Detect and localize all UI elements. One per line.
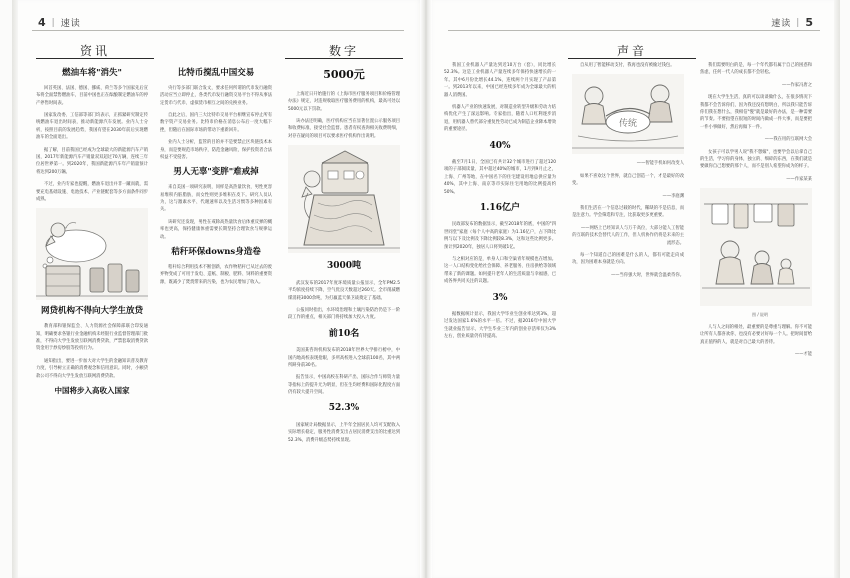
right-column-3-quotes (700, 62, 812, 562)
body-paragraph: 武汉发布的2017年度环境质量公报显示，全年PM2.5平均浓度持续下降，空气优良天数超过260天。全市削减燃煤消耗3000余吨，为打赢蓝天保卫战奠定了基础。 (288, 280, 400, 301)
quote-attribution: ——李庭渊 (662, 193, 684, 199)
left-page-number: 4 (38, 16, 47, 29)
quote-text: 如果不喜欢这个世界，就自己创造一个，才是最好的改变。 (572, 173, 684, 187)
article-title-fuel-cars: 燃油车将"消失" (62, 68, 122, 78)
body-paragraph: 该办法还明确，医疗机构应当在显著位置公示服务项目和收费标准，接受社会监督。患者有权查询相关收费明细，对存在疑问的项目可以要求医疗机构作出说明。 (288, 119, 400, 139)
body-paragraph: 据了解，目前我国已经成为全球最大的新能源汽车产销国，2017年新能源汽车产销量双双超过70万辆，连续三年位居世界第一。到2020年，我国新能源汽车年产销量预计将达到200万辆。 (36, 147, 148, 175)
quote-attribution: ——智能手机如何改变人 (636, 161, 684, 167)
article-title-high-income: 中国将步入高收入国家 (54, 385, 130, 395)
page-gutter (420, 0, 432, 578)
article-title-bitcoin: 比特币搅乱中国交易 (177, 68, 255, 78)
right-page-number: 5 (805, 16, 814, 29)
illustration-tradition-handshake (572, 74, 684, 154)
body-paragraph: 截至7月1日，全国已有共计32个城市进行了超过120项的子部阅读量，其中超过40%的城市，1月到9月止之，上海、广州等地，在中国名下的住宅建设用地总供应量为40%，其中上海、南京等市实际住宅用地的比例提高约50%。 (444, 159, 556, 195)
quote-attribution: ——作家冯唐之 (781, 82, 812, 88)
stat-value-3000ton: 3000吨 (326, 261, 362, 272)
quote-text: 人与人之间的相处，最重要的是尊重与理解。你不可能让所有人都喜欢你，也没有必要讨好每一个人。把时间留给真正值得的人，就是对自己最大的善待。 (700, 324, 812, 345)
section-title-shengyin: 声音 (616, 44, 647, 58)
quote-attribution: ——才能 (794, 352, 812, 358)
illustration-money-tree (288, 145, 400, 253)
left-column-2 (160, 62, 272, 562)
stat-value-5000yuan: 5000元 (323, 68, 365, 81)
right-column-2-quotes (572, 62, 684, 562)
body-paragraph: 该研究还发现，男性在戒除高热量饮食后体重反弹的概率也更高，保持健康体重需要长期坚持合理饮食与规律运动。 (160, 219, 272, 240)
body-paragraph: 与之相对应的是，单身人口和空巢青年规模也在增加。这一人口结构变化给社会保障、养老服务、住房供给等领域带来了新的课题。如何提升老年人的生活质量与幸福感，已成各界共同关注的议题。 (444, 256, 556, 285)
stat-value-523pct: 52.3% (328, 403, 360, 414)
quote-text: 现在大学生生活，真的可以谈谈做什么，在很多情况下我都不会告诉你们，因为我还没有想明白，所以我只能告诉你们我在想什么，我相信"慢"就是最好的办法，是一种需要的节奏。不要指望在很短的时间内做成一件大事，而是要把一件小事做好，然后再做下一件。 (700, 95, 812, 130)
body-paragraph: 业内人士分析，监管的目的并不是要禁止区块链技术本身，而是要规范市场秩序，防范金融风险，保护投资者合法权益不受侵害。 (160, 140, 272, 161)
quote-text: 我们需要明白的是，每一个年代都有属于自己的困惑和焦虑，任何一代人的成长都不会轻松。 (700, 63, 812, 76)
quote-attribution: ——我在用的互联网大会 (764, 137, 812, 143)
illustration-caption: 图 / 说明 (752, 312, 768, 318)
folio-separator-left: | (51, 17, 56, 28)
folio-separator-right: | (796, 17, 801, 28)
stat-value-116yi: 1.16亿户 (480, 202, 520, 213)
body-paragraph: 报告显示，中国高校在科研产出、国际合作与师资力量等指标上的提升尤为明显，但在生均经费和国际化程度方面仍有较大提升空间。 (288, 375, 400, 396)
right-folio (771, 16, 814, 29)
body-paragraph: 国家统计局数据显示，上半年全国居民人均可支配收入实际增长稳定，服务性消费支出占居民消费支出的比重达到52.3%，消费升级态势持续显现。 (288, 422, 400, 443)
right-header-rule (448, 30, 820, 31)
left-folio (38, 16, 81, 29)
body-paragraph: 回首英国、法国、德国、挪威、荷兰等多个国家先后宣布将全面禁售燃油车，目前中国也正在酝酿制定燃油车的停产停售时间表。 (36, 85, 148, 106)
body-paragraph: 央行等多部门联合发文，要求任何所谓的代币发行融资活动应当立即停止，各类代币发行融资交易平台不得从事法定货币与代币、虚拟货币相互之间的兑换业务。 (160, 85, 272, 106)
body-paragraph: 机器人产业的快速发展，对制造业转型升级和劳动力结构优化产生了深远影响。专家指出，随着人口红利逐步消退，用机器人替代部分重复性劳动已成为制造企业降本增效的重要途径。 (444, 104, 556, 133)
body-paragraph: 国家发改委、工信部等部门均表示，正抓紧研究制定传统燃油车退出时间表，推动新能源汽车发展。业内人士分析，按照目前的发展趋势，我国有望在2030年前后实现燃油车的全面退出。 (36, 113, 148, 141)
body-paragraph: 民政部发布的数据显示，截至2018年的底，中国的"四世同堂"家庭（每个人中高的家庭）为1.16亿户，占下降比例与以下及比例及下降比例较8.3%，这和这些比例更多。预计到2020年，独居人口将突破1亿。 (444, 222, 556, 250)
svg-text:传统: 传统 (618, 119, 638, 130)
left-column-1 (36, 62, 148, 562)
body-paragraph: 美国某咨询机构发布的2018年世界大学排行榜中，中国内地高校表现抢眼，多所高校进入全球前100名，其中两所跻身前30名。 (288, 348, 400, 368)
section-underline-zixun (36, 58, 154, 59)
quote-attribution: ——网络上已经知识人与万千高位，大部分能人工智能的互联的技术会替代人的工作，但人机协作仍将是未来的主流形态。 (572, 225, 684, 246)
section-title-zixun: 资讯 (79, 44, 110, 58)
stat-value-top10: 前10名 (328, 328, 360, 339)
right-column-1 (444, 62, 556, 562)
left-page-label: 速读 (60, 19, 81, 29)
body-paragraph: 自此之后，国内三大比特币交易平台相继宣布停止所有数字资产交易业务。比特币价格在消息公布后一度大幅下挫，但随后在国际市场的带动下重新回升。 (160, 113, 272, 133)
body-paragraph: 秸秆综合利用技术不断创新，农作物秸秆已从过去的废弃物变成了可用于发电、造纸、制板、肥料、饲料的重要资源，既减少了焚烧带来的污染，也为农民增加了收入。 (160, 264, 272, 285)
right-page-label: 速读 (771, 19, 792, 29)
left-header-rule (32, 30, 404, 31)
body-paragraph: 据数据统计显示，我国大学毕业生创业率达到3%，超过发达国家1.6%的水平一倍。不过，据2016年中国大学生就业报告显示，大学生毕业三年内的创业存活率仅为3%左右，创业质量仍有待提高。 (444, 312, 556, 340)
body-paragraph: 来自美国一项研究表明，同样是高热量饮食，男性更容易堆积内脏脂肪，而女性则更多堆积在皮下。研究人员认为，这与激素水平、代谢速率以及生活习惯等多种因素有关。 (160, 185, 272, 213)
illustration-oil-barrel (36, 208, 148, 300)
section-title-shuzi: 数字 (328, 44, 359, 58)
body-paragraph: 不过，业内专家也提醒，燃油车退出并非一蹴而就，需要充电基础设施、电池技术、产业链配套等多方面条件同步成熟。 (36, 182, 148, 202)
quote-attribution: ——当你强大时，世界就会温柔待你。 (610, 272, 684, 278)
quote-text: 我们生活在一个信息过载的时代，稀缺的不是信息，而是注意力。学会筛选和专注，比获取更多更重要。 (572, 205, 684, 219)
section-underline-shuzi (285, 58, 403, 59)
body-paragraph: 教育部和银保监会、人力资源社会保障部联合印发通知，明确要求各银行业金融机构未经银行业监督管理部门批准，不得向大学生发放互联网消费贷款，严禁套取消费贷款资金用于炒房炒股等投机行为。 (36, 324, 148, 352)
stat-value-3pct: 3% (492, 292, 508, 303)
body-paragraph: 公报同时指出，水环境治理和土壤污染防治仍是下一阶段工作的重点，相关部门将持续加大投入力度。 (288, 307, 400, 321)
illustration-clothesline-family (700, 188, 812, 306)
quote-attribution: ——作家某某 (786, 176, 812, 182)
article-title-straw-recycling: 秸秆环保downs身造卷 (171, 247, 261, 258)
body-paragraph: 上海近日开始施行的《上海市医疗服务项目和价格管理办法》规定，对违规收取医疗服务费用的机构，最高可处以5000元以下罚款。 (288, 91, 400, 112)
body-paragraph: 通知指出，要进一步加大对大学生的金融知识普及教育力度，引导树立正确的消费观念和信用意识。同时，小额贷款公司不得向大学生发放互联网消费贷款。 (36, 358, 148, 379)
stat-value-40pct: 40% (489, 140, 511, 151)
quote-text: 自从用了智能移动支付，我再也没有被偷过钱包。 (580, 63, 675, 68)
section-underline-shengyin (568, 58, 696, 59)
article-title-student-loans: 网贷机构不得向大学生放贷 (40, 306, 143, 317)
article-title-men-weight: 男人无辜"变胖"难戒掉 (173, 167, 259, 178)
body-paragraph: 我国工业机器人产量达到近10万台（套），同比增长52.3%。这是工业机器人产量连续多年保持快速增长的一年。其中6月份比增长44.1%，连续两个月实现了产品第一。到2013年以来，中国已经连续多年成为全球最大的机器人消费国。 (444, 63, 556, 98)
quote-text: 每一个知道自己的困难是什么的人，都有可能走向成功，因为困难本身就是方向。 (572, 252, 684, 266)
quote-text: 女孩子可以学男人说"我不想嫁"，也要学会以后拿自己的生活，学习你的身体，独立的、细碎的东西，在我们就是要做你自己想要的那个人，而不是别人希望你成为的样子。 (700, 149, 812, 170)
left-column-3-numbers (288, 62, 400, 562)
